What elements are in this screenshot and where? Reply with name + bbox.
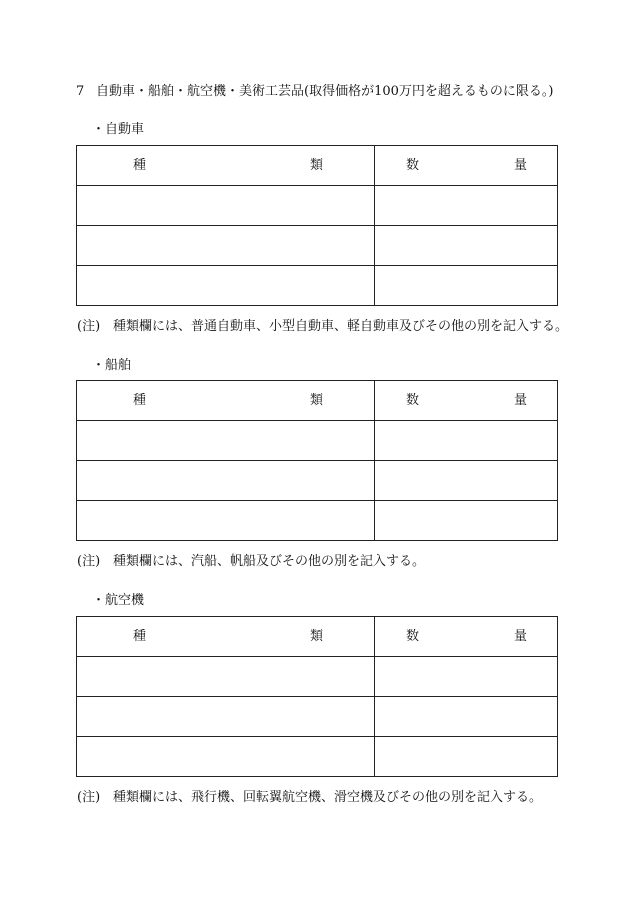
table-row bbox=[77, 226, 558, 266]
type-header-char1: 種 bbox=[133, 629, 147, 644]
quantity-cell[interactable] bbox=[375, 266, 558, 306]
note-prefix: (注) bbox=[77, 790, 101, 805]
quantity-header bbox=[375, 617, 558, 657]
section-title-text: 自動車・船舶・航空機・美術工芸品(取得価格が100万円を超えるものに限る。) bbox=[96, 84, 554, 99]
quantity-header bbox=[375, 381, 558, 421]
quantity-cell[interactable] bbox=[375, 657, 558, 697]
quantity-header-char2: 量 bbox=[514, 158, 528, 173]
quantity-header bbox=[375, 146, 558, 186]
table-header-row bbox=[77, 146, 558, 186]
type-header bbox=[77, 617, 375, 657]
table-row bbox=[77, 186, 558, 226]
aircraft-table bbox=[76, 616, 558, 777]
table-row bbox=[77, 266, 558, 306]
type-cell[interactable] bbox=[77, 657, 375, 697]
note-text: 種類欄には、汽船、帆船及びその他の別を記入する。 bbox=[113, 554, 426, 569]
type-cell[interactable] bbox=[77, 226, 375, 266]
type-header-char2: 類 bbox=[310, 629, 324, 644]
type-header bbox=[77, 381, 375, 421]
table-row bbox=[77, 737, 558, 777]
quantity-cell[interactable] bbox=[375, 461, 558, 501]
aircraft-note bbox=[77, 789, 542, 807]
automobile-note bbox=[77, 318, 568, 336]
quantity-cell[interactable] bbox=[375, 501, 558, 541]
table-row bbox=[77, 461, 558, 501]
type-cell[interactable] bbox=[77, 421, 375, 461]
table-row bbox=[77, 657, 558, 697]
type-header bbox=[77, 146, 375, 186]
section-label-automobile: ・自動車 bbox=[92, 122, 145, 137]
ship-table bbox=[76, 380, 558, 541]
section-label-aircraft: ・航空機 bbox=[92, 593, 145, 608]
type-header-char1: 種 bbox=[133, 158, 147, 173]
type-header-char2: 類 bbox=[310, 158, 324, 173]
quantity-cell[interactable] bbox=[375, 226, 558, 266]
type-cell[interactable] bbox=[77, 186, 375, 226]
quantity-cell[interactable] bbox=[375, 421, 558, 461]
table-header-row bbox=[77, 381, 558, 421]
quantity-header-char1: 数 bbox=[406, 629, 420, 644]
quantity-header-char1: 数 bbox=[406, 393, 420, 408]
quantity-cell[interactable] bbox=[375, 697, 558, 737]
section-label-ship: ・船舶 bbox=[92, 358, 132, 373]
table-header-row bbox=[77, 617, 558, 657]
type-cell[interactable] bbox=[77, 266, 375, 306]
quantity-cell[interactable] bbox=[375, 186, 558, 226]
table-row bbox=[77, 697, 558, 737]
type-cell[interactable] bbox=[77, 501, 375, 541]
section-number: 7 bbox=[76, 84, 85, 99]
ship-note bbox=[77, 553, 425, 571]
quantity-cell[interactable] bbox=[375, 737, 558, 777]
type-cell[interactable] bbox=[77, 697, 375, 737]
note-prefix: (注) bbox=[77, 554, 101, 569]
type-cell[interactable] bbox=[77, 461, 375, 501]
type-cell[interactable] bbox=[77, 737, 375, 777]
table-row bbox=[77, 501, 558, 541]
quantity-header-char1: 数 bbox=[406, 158, 420, 173]
quantity-header-char2: 量 bbox=[514, 629, 528, 644]
automobile-table bbox=[76, 145, 558, 306]
note-text: 種類欄には、普通自動車、小型自動車、軽自動車及びその他の別を記入する。 bbox=[113, 319, 569, 334]
note-prefix: (注) bbox=[77, 319, 101, 334]
quantity-header-char2: 量 bbox=[514, 393, 528, 408]
table-row bbox=[77, 421, 558, 461]
note-text: 種類欄には、飛行機、回転翼航空機、滑空機及びその他の別を記入する。 bbox=[113, 790, 543, 805]
type-header-char2: 類 bbox=[310, 393, 324, 408]
page-title bbox=[76, 83, 553, 101]
type-header-char1: 種 bbox=[133, 393, 147, 408]
